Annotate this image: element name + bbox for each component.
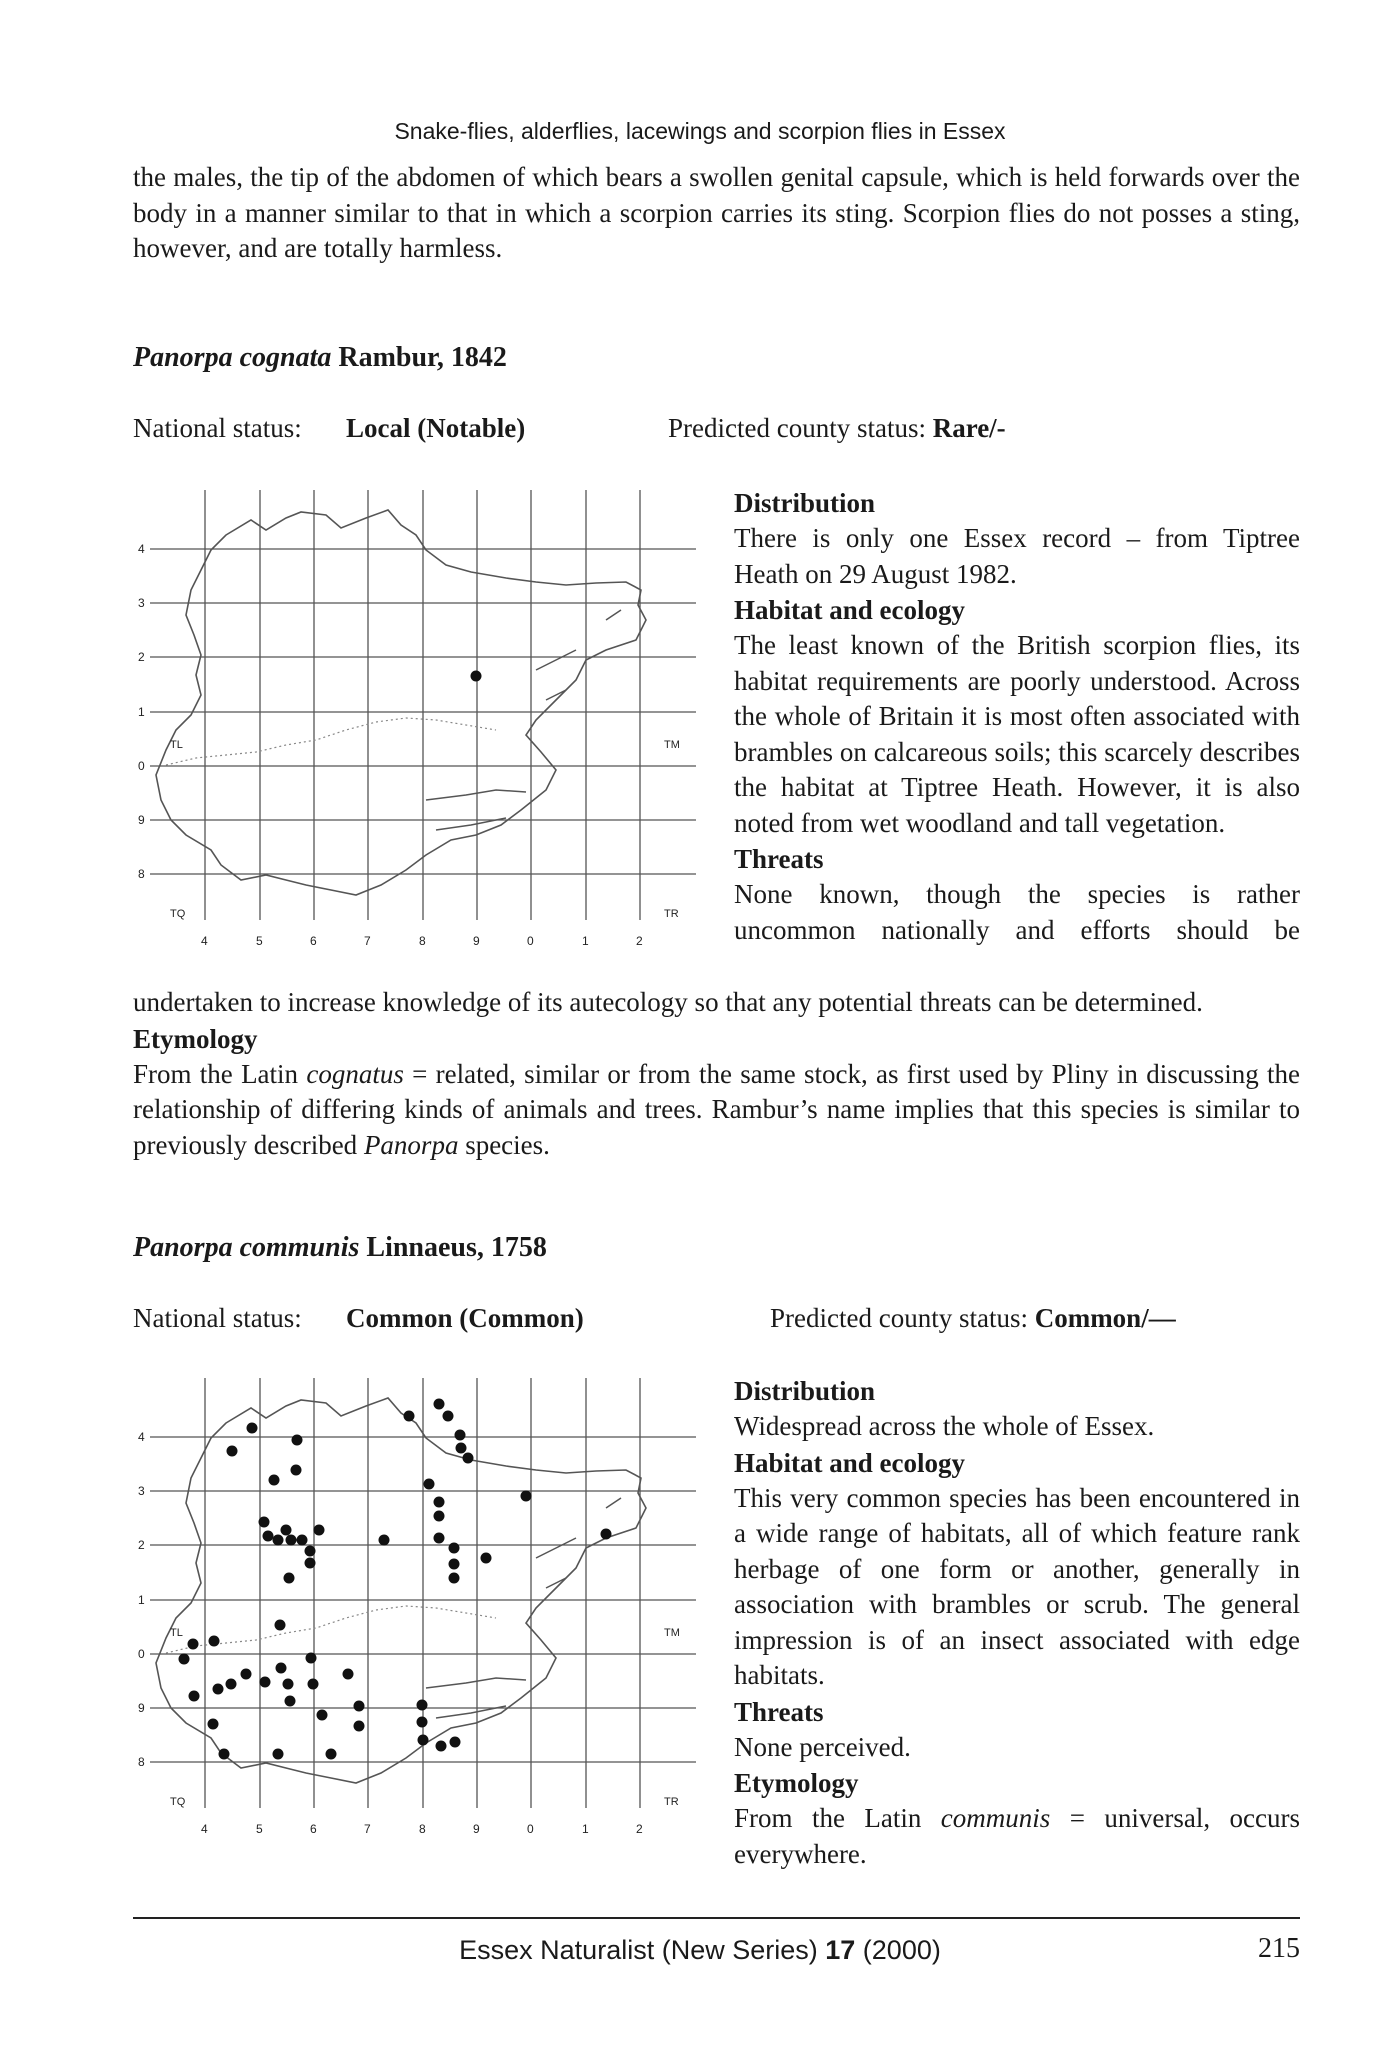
- svg-text:1: 1: [138, 1593, 145, 1607]
- record-dot: [213, 1684, 224, 1695]
- svg-text:TM: TM: [664, 739, 680, 751]
- species-title-cognata: [133, 342, 507, 374]
- svg-text:4: 4: [201, 1822, 208, 1836]
- svg-text:TM: TM: [664, 1627, 680, 1639]
- record-dot: [219, 1749, 230, 1760]
- national-status-label: National status:: [133, 413, 302, 443]
- record-dot: [449, 1559, 460, 1570]
- record-dot: [291, 1465, 302, 1476]
- national-status-value: Common (Common): [346, 1303, 584, 1333]
- record-dot: [179, 1654, 190, 1665]
- record-dot: [305, 1558, 316, 1569]
- record-dot: [450, 1737, 461, 1748]
- footer-citation: Essex Naturalist (New Series) 17 (2000): [459, 1935, 941, 1965]
- record-dot: [276, 1663, 287, 1674]
- habitat-text: The least known of the British scorpion flies, its habitat requirements are poorly understood. Across the whole of Britain it is most often associated with brambles on calcareous soils; this scarcely describes the habitat at Tiptree Heath. However, it is also noted from wet woodland and tall vegetation.: [734, 630, 1300, 838]
- record-dot: [208, 1719, 219, 1730]
- svg-text:7: 7: [364, 934, 371, 948]
- distribution-map-communis: [126, 1378, 710, 1848]
- record-dot: [434, 1533, 445, 1544]
- svg-text:0: 0: [138, 1647, 145, 1661]
- distribution-heading: Distribution: [734, 1376, 876, 1406]
- habitat-text: This very common species has been encountered in a wide range of habitats, all of which feature rank herbage of one form or another, generally in association with brambles or scrub. The general impression is of an insect associated with edge habitats.: [734, 1482, 1300, 1690]
- svg-text:2: 2: [636, 934, 643, 948]
- record-dot: [286, 1535, 297, 1546]
- svg-text:9: 9: [473, 934, 480, 948]
- record-dot: [273, 1749, 284, 1760]
- species-latin-name: Panorpa cognata: [133, 342, 332, 373]
- species2-right-column: [734, 1373, 1300, 1872]
- record-dot: [292, 1435, 303, 1446]
- species-latin-name: Panorpa communis: [133, 1232, 360, 1263]
- species-author: Rambur, 1842: [338, 342, 507, 373]
- national-status-label: National status:: [133, 1303, 302, 1333]
- record-dot: [434, 1497, 445, 1508]
- record-dot: [263, 1531, 274, 1542]
- distribution-text: Widespread across the whole of Essex.: [734, 1411, 1155, 1441]
- svg-text:3: 3: [138, 596, 145, 610]
- svg-text:2: 2: [636, 1822, 643, 1836]
- record-dot: [226, 1679, 237, 1690]
- footer-rule: [133, 1917, 1300, 1919]
- record-dot: [326, 1749, 337, 1760]
- svg-text:9: 9: [473, 1822, 480, 1836]
- svg-text:4: 4: [138, 1430, 145, 1444]
- record-dot: [189, 1691, 200, 1702]
- record-dot: [260, 1677, 271, 1688]
- svg-text:TR: TR: [664, 1796, 679, 1808]
- svg-text:2: 2: [138, 650, 145, 664]
- svg-text:9: 9: [138, 813, 145, 827]
- svg-text:TL: TL: [170, 1627, 183, 1639]
- etymology-heading: Etymology: [734, 1768, 859, 1798]
- svg-text:6: 6: [310, 934, 317, 948]
- svg-text:4: 4: [201, 934, 208, 948]
- record-dot: [247, 1423, 258, 1434]
- threats-heading: Threats: [734, 844, 824, 874]
- essex-outline: [156, 510, 646, 895]
- record-dot: [436, 1741, 447, 1752]
- habitat-heading: Habitat and ecology: [734, 595, 966, 625]
- record-dot: [273, 1535, 284, 1546]
- record-dot: [241, 1669, 252, 1680]
- record-dot: [284, 1573, 295, 1584]
- svg-text:9: 9: [138, 1701, 145, 1715]
- svg-text:0: 0: [527, 934, 534, 948]
- svg-text:5: 5: [256, 934, 263, 948]
- species-author: Linnaeus, 1758: [366, 1232, 547, 1263]
- record-dot: [343, 1669, 354, 1680]
- svg-text:8: 8: [419, 934, 426, 948]
- record-dot: [449, 1543, 460, 1554]
- svg-text:8: 8: [138, 1755, 145, 1769]
- record-dot: [434, 1399, 445, 1410]
- county-status: Predicted county status: Common/—: [770, 1303, 1176, 1333]
- record-dot: [188, 1639, 199, 1650]
- record-dot: [308, 1679, 319, 1690]
- record-dot: [424, 1479, 435, 1490]
- svg-text:0: 0: [138, 759, 145, 773]
- svg-text:1: 1: [582, 934, 589, 948]
- record-dot: [601, 1529, 612, 1540]
- page-number: 215: [1258, 1933, 1300, 1964]
- record-dot: [306, 1653, 317, 1664]
- record-dot: [456, 1443, 467, 1454]
- svg-text:TQ: TQ: [170, 1796, 186, 1808]
- svg-text:TL: TL: [170, 739, 183, 751]
- etymology-text: From the Latin cognatus = related, similar or from the same stock, as first used by Pliny in discussing the relationship of differing kinds of animals and trees. Rambur’s name implies that this species is similar to previously described Panorpa species.: [133, 1058, 1300, 1160]
- county-status: Predicted county status: Rare/-: [668, 413, 1006, 443]
- record-dot: [317, 1710, 328, 1721]
- record-dot: [418, 1735, 429, 1746]
- record-dots: [179, 1399, 612, 1760]
- intro-paragraph: the males, the tip of the abdomen of which bears a swollen genital capsule, which is held forwards over the body in a manner similar to that in which a scorpion carries its sting. Scorpion flies do not posses a sting, however, and are totally harmless.: [133, 162, 1300, 263]
- record-dot: [314, 1525, 325, 1536]
- record-dot: [417, 1700, 428, 1711]
- record-dot: [227, 1446, 238, 1457]
- record-dot: [297, 1535, 308, 1546]
- estuary-lines: [426, 610, 621, 830]
- record-dot: [275, 1620, 286, 1631]
- svg-text:6: 6: [310, 1822, 317, 1836]
- record-dot: [455, 1430, 466, 1441]
- svg-text:TQ: TQ: [170, 908, 186, 920]
- etymology-heading: Etymology: [133, 1023, 258, 1054]
- distribution-text: There is only one Essex record – from Tiptree Heath on 29 August 1982.: [734, 523, 1300, 589]
- estuary-lines: [426, 1498, 621, 1718]
- record-dot: [283, 1679, 294, 1690]
- record-dot: [379, 1535, 390, 1546]
- svg-text:4: 4: [138, 542, 145, 556]
- svg-text:8: 8: [419, 1822, 426, 1836]
- svg-text:TR: TR: [664, 908, 679, 920]
- record-dot: [443, 1411, 454, 1422]
- threats-text-short: None known, though the species is rather uncommon nationally and efforts should be: [734, 879, 1300, 945]
- record-dot: [354, 1701, 365, 1712]
- species-title-communis: [133, 1232, 547, 1264]
- record-dot: [471, 671, 482, 682]
- record-dot: [463, 1453, 474, 1464]
- record-dot: [417, 1717, 428, 1728]
- threats-text-continued: undertaken to increase knowledge of its autecology so that any potential threats can be determined.: [133, 987, 1203, 1017]
- svg-text:5: 5: [256, 1822, 263, 1836]
- distribution-map-cognata: [126, 490, 710, 960]
- record-dot: [404, 1411, 415, 1422]
- record-dot: [259, 1517, 270, 1528]
- county-boundary-dotted: [166, 718, 496, 765]
- distribution-heading: Distribution: [734, 488, 876, 518]
- record-dot: [209, 1636, 220, 1647]
- svg-text:1: 1: [582, 1822, 589, 1836]
- running-head: Snake-flies, alderflies, lacewings and scorpion flies in Essex: [394, 118, 1006, 144]
- national-status-value: Local (Notable): [346, 413, 526, 443]
- record-dot: [521, 1491, 532, 1502]
- species1-continuation: [133, 985, 1300, 1163]
- record-dot: [285, 1696, 296, 1707]
- map-grid: [150, 490, 696, 920]
- etymology-text: From the Latin communis = universal, occurs everywhere.: [734, 1803, 1300, 1869]
- record-dot: [281, 1525, 292, 1536]
- habitat-heading: Habitat and ecology: [734, 1447, 966, 1478]
- species1-right-column: [734, 485, 1300, 948]
- svg-text:0: 0: [527, 1822, 534, 1836]
- record-dot: [449, 1573, 460, 1584]
- record-dot: [354, 1721, 365, 1732]
- record-dot: [434, 1511, 445, 1522]
- threats-text: None perceived.: [734, 1731, 911, 1762]
- svg-text:1: 1: [138, 705, 145, 719]
- record-dot: [481, 1553, 492, 1564]
- record-dot: [269, 1475, 280, 1486]
- svg-text:8: 8: [138, 867, 145, 881]
- svg-text:2: 2: [138, 1538, 145, 1552]
- svg-text:3: 3: [138, 1484, 145, 1498]
- record-dot: [305, 1546, 316, 1557]
- threats-heading: Threats: [734, 1696, 824, 1727]
- svg-text:7: 7: [364, 1822, 371, 1836]
